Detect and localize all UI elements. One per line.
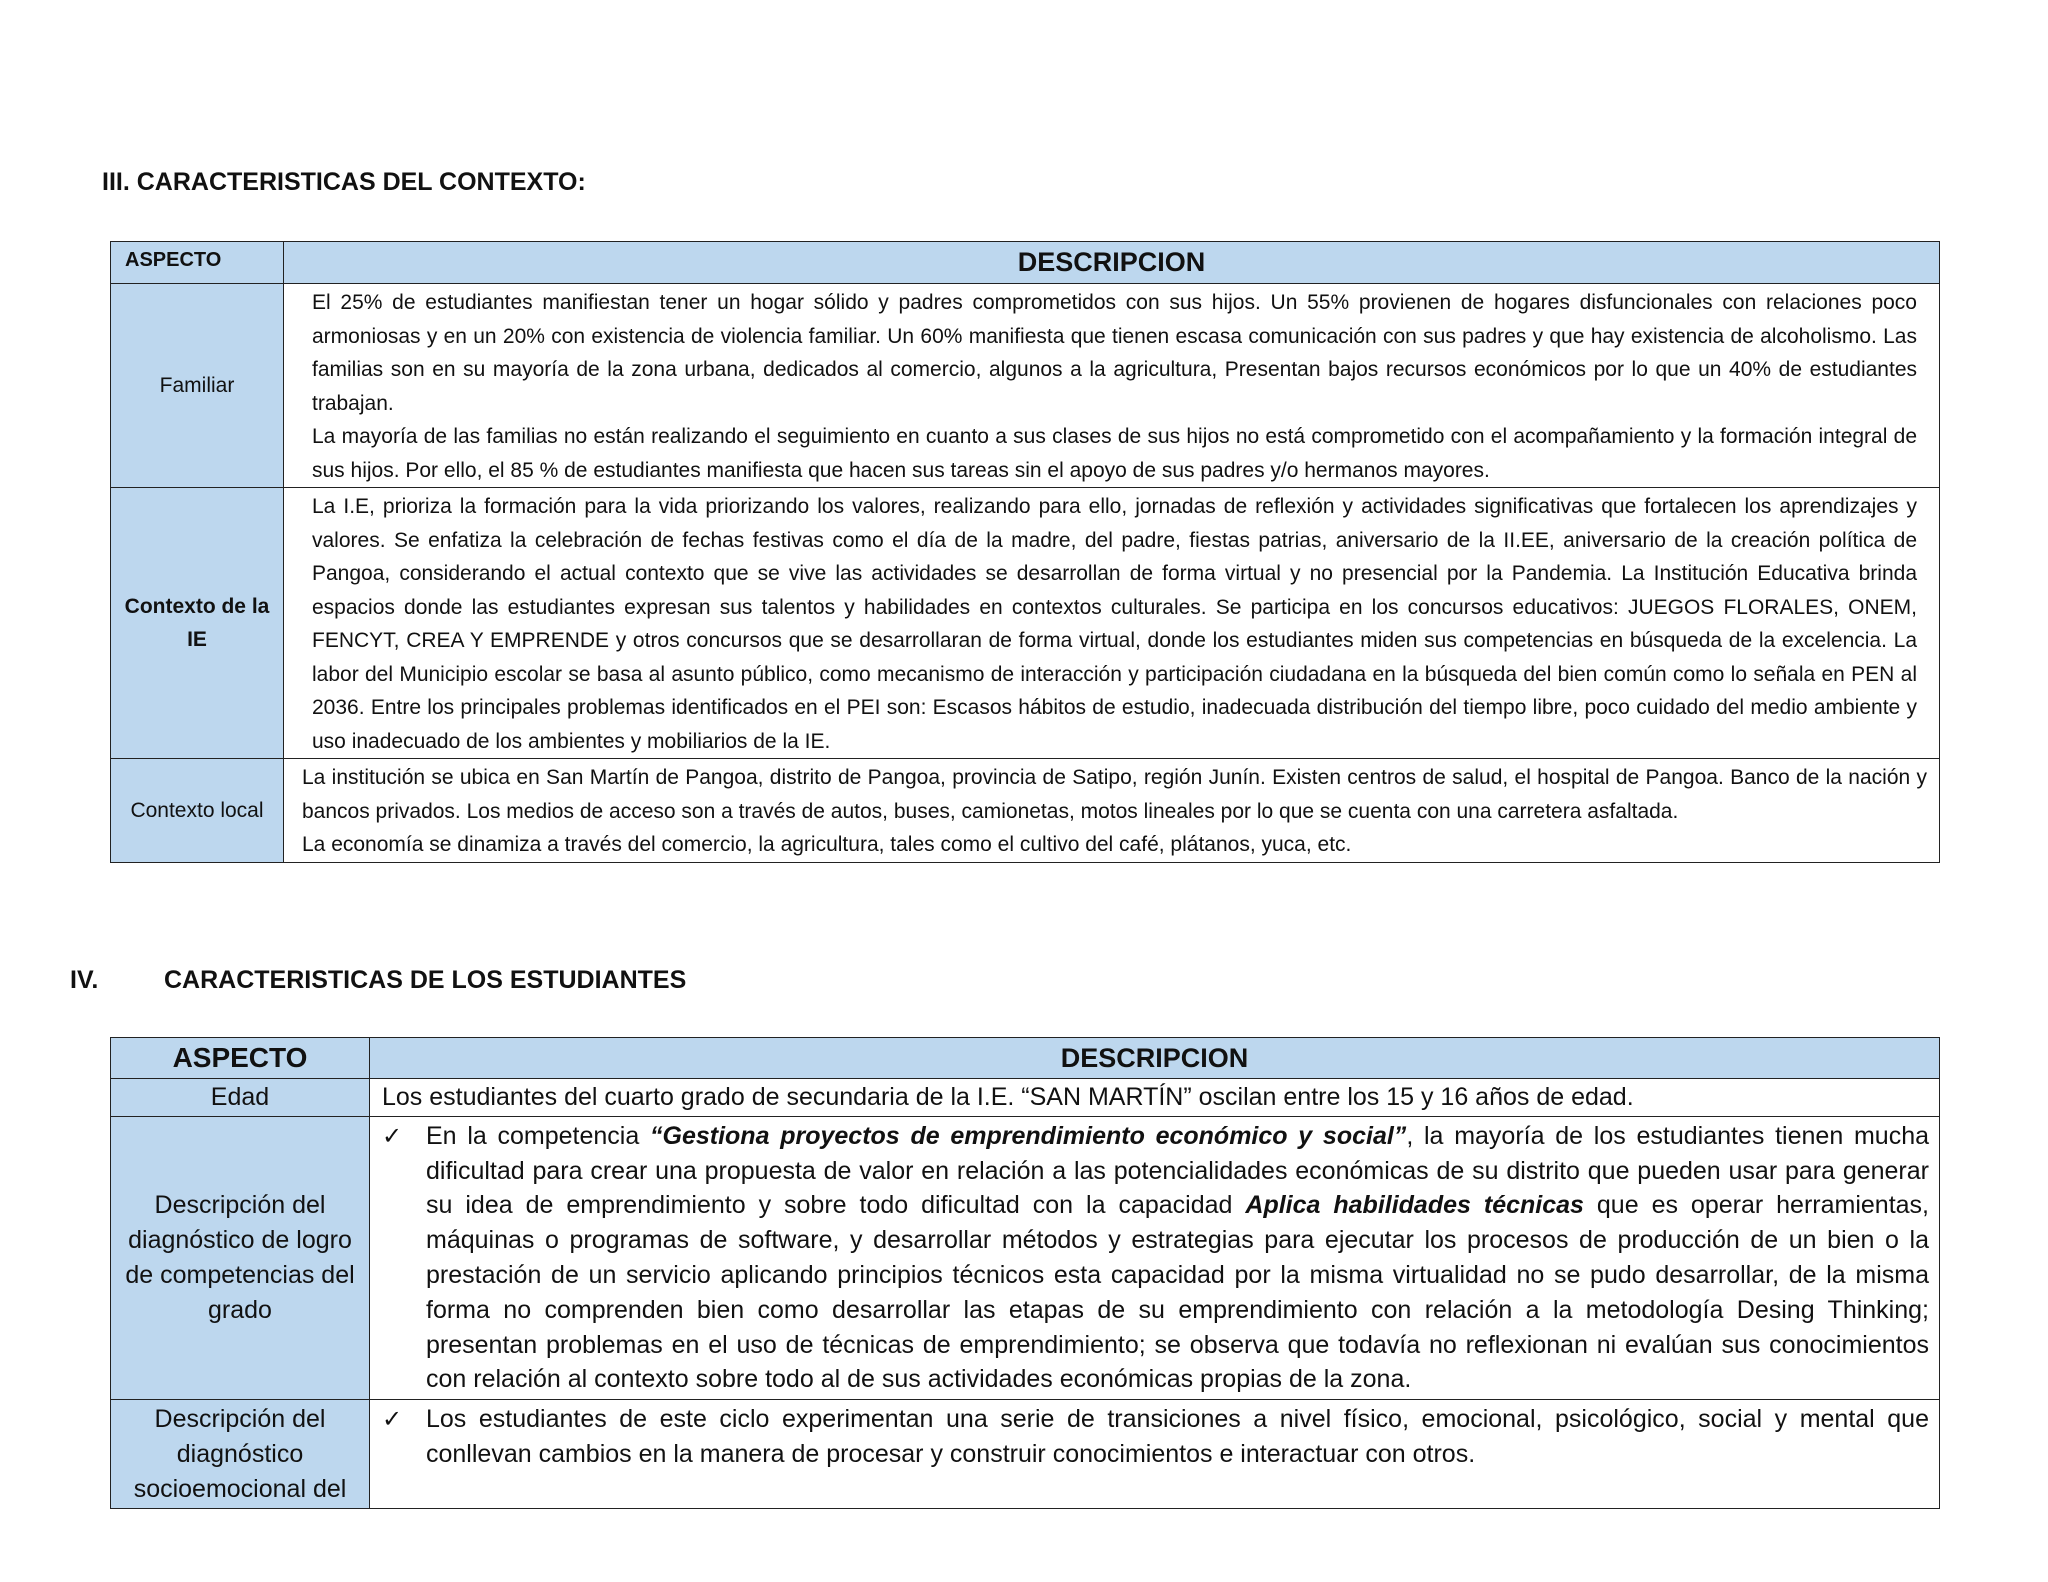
description-cell [370,1116,1940,1399]
text-run: , la mayoría de los estudiantes tienen mucha dificultad para crear una propuesta de valor en relación a las potencialidades económicas de su distrito que pueden usar para generar su idea de emprendimiento y sobre todo dificultad con la capacidad [426,1121,1929,1220]
aspect-diagnostico-logro: Descripción del diagnóstico de logro de competencias del grado [111,1116,370,1399]
checkmark-icon: ✓ [382,1121,403,1150]
description-cell [284,488,1940,759]
section-3-title: III. CARACTERISTICAS DEL CONTEXTO: [102,168,586,196]
table-row [111,759,1940,863]
description-cell: Los estudiantes del cuarto grado de secundaria de la I.E. “SAN MARTÍN” oscilan entre los 15 y 16 años de edad. [370,1079,1940,1117]
paragraph: La economía se dinamiza a través del comercio, la agricultura, tales como el cultivo del café, plátanos, yuca, etc. [302,833,1352,856]
table-row [111,488,1940,759]
table-row [111,1116,1940,1399]
header-description: DESCRIPCION [284,242,1940,284]
aspect-diagnostico-socioemocional: Descripción del diagnóstico socioemocional del [111,1400,370,1508]
context-table [110,241,1940,863]
aspect-familiar: Familiar [111,284,284,488]
bullet-text: Los estudiantes de este ciclo experimentan una serie de transiciones a nivel físico, emocional, psicológico, social y mental que conllevan cambios en la manera de procesar y construir conocimientos e interactuar con otros. [426,1405,1929,1468]
checkmark-icon: ✓ [382,1405,403,1434]
paragraph: La I.E, prioriza la formación para la vida priorizando los valores, realizando para ello, jornadas de reflexión y actividades significativas que fortalecen los aprendizajes y valores. Se enfatiza la celebración de fechas festivas como el día de la madre, del padre, fiestas patrias, aniversario de la II.EE, aniversario de la creación política de Pangoa, considerando el actual contexto que se vive las actividades se desarrollan de forma virtual y no presencial por la Pandemia. La Institución Educativa brinda espacios donde las estudiantes expresan sus talentos y habilidades en contextos culturales. Se participa en los concursos educativos: JUEGOS FLORALES, ONEM, FENCYT, CREA Y EMPRENDE y otros concursos que se desarrollaran de forma virtual, donde los estudiantes miden sus competencias en búsqueda de la excelencia. La labor del Municipio escolar se basa al asunto público, como mecanismo de interacción y participación ciudadana en la búsqueda del bien común como lo señala en PEN al 2036. Entre los principales problemas identificados en el PEI son: Escasos hábitos de estudio, inadecuada distribución del tiempo libre, poco cuidado del medio ambiente y uso inadecuado de los ambientes y mobiliarios de la IE. [312,495,1917,753]
students-table [110,1037,1940,1509]
text-run: que es operar herramientas, máquinas o programas de software, y desarrollar métodos y estrategias para ejecutar los procesos de producción de un bien o la prestación de un servicio aplicando principios técnicos esta capacidad por la misma virtualidad no se pudo desarrollar, de la misma forma no comprenden bien como desarrollar las etapas de su emprendimiento con relación a la metodología Desing Thinking; presentan problemas en el uso de técnicas de emprendimiento; se observa que todavía no reflexionan ni evalúan sus conocimientos con relación al contexto sobre todo al de sus actividades económicas propias de la zona. [426,1191,1929,1394]
table-header-row [111,1038,1940,1079]
section-4-number: IV. [70,966,99,994]
description-cell [370,1400,1940,1508]
section-4-title: CARACTERISTICAS DE LOS ESTUDIANTES [164,966,687,994]
aspect-contexto-ie: Contexto de la IE [111,488,284,759]
paragraph: La mayoría de las familias no están realizando el seguimiento en cuanto a sus clases de sus hijos no está comprometido con el acompañamiento y la formación integral de sus hijos. Por ello, el 85 % de estudiantes manifiesta que hacen sus tareas sin el apoyo de sus padres y/o hermanos mayores. [312,425,1917,482]
header-description: DESCRIPCION [370,1038,1940,1079]
paragraph: El 25% de estudiantes manifiestan tener un hogar sólido y padres comprometidos con sus hijos. Un 55% provienen de hogares disfuncionales con relaciones poco armoniosas y en un 20% con existencia de violencia familiar. Un 60% manifiesta que tienen escasa comunicación con sus padres y que hay existencia de alcoholismo. Las familias son en su mayoría de la zona urbana, dedicados al comercio, algunos a la agricultura, Presentan bajos recursos económicos por lo que un 40% de estudiantes trabajan. [312,291,1917,415]
description-cell [284,759,1940,863]
table-row [111,1079,1940,1117]
paragraph: La institución se ubica en San Martín de Pangoa, distrito de Pangoa, provincia de Satipo, región Junín. Existen centros de salud, el hospital de Pangoa. Banco de la nación y bancos privados. Los medios de acceso son a través de autos, buses, camionetas, motos lineales por lo que se cuenta con una carretera asfaltada. [302,766,1927,823]
capacity-name: Aplica habilidades técnicas [1245,1191,1584,1220]
aspect-contexto-local: Contexto local [111,759,284,863]
header-aspect: ASPECTO [111,242,284,284]
bullet-text [426,1119,1929,1397]
aspect-edad: Edad [111,1079,370,1117]
table-row [111,1400,1940,1508]
text-run: En la competencia [426,1121,651,1150]
table-header-row [111,242,1940,284]
header-aspect: ASPECTO [111,1038,370,1079]
table-row [111,284,1940,488]
description-cell [284,284,1940,488]
competency-name: “Gestiona proyectos de emprendimiento económico y social” [650,1121,1407,1150]
